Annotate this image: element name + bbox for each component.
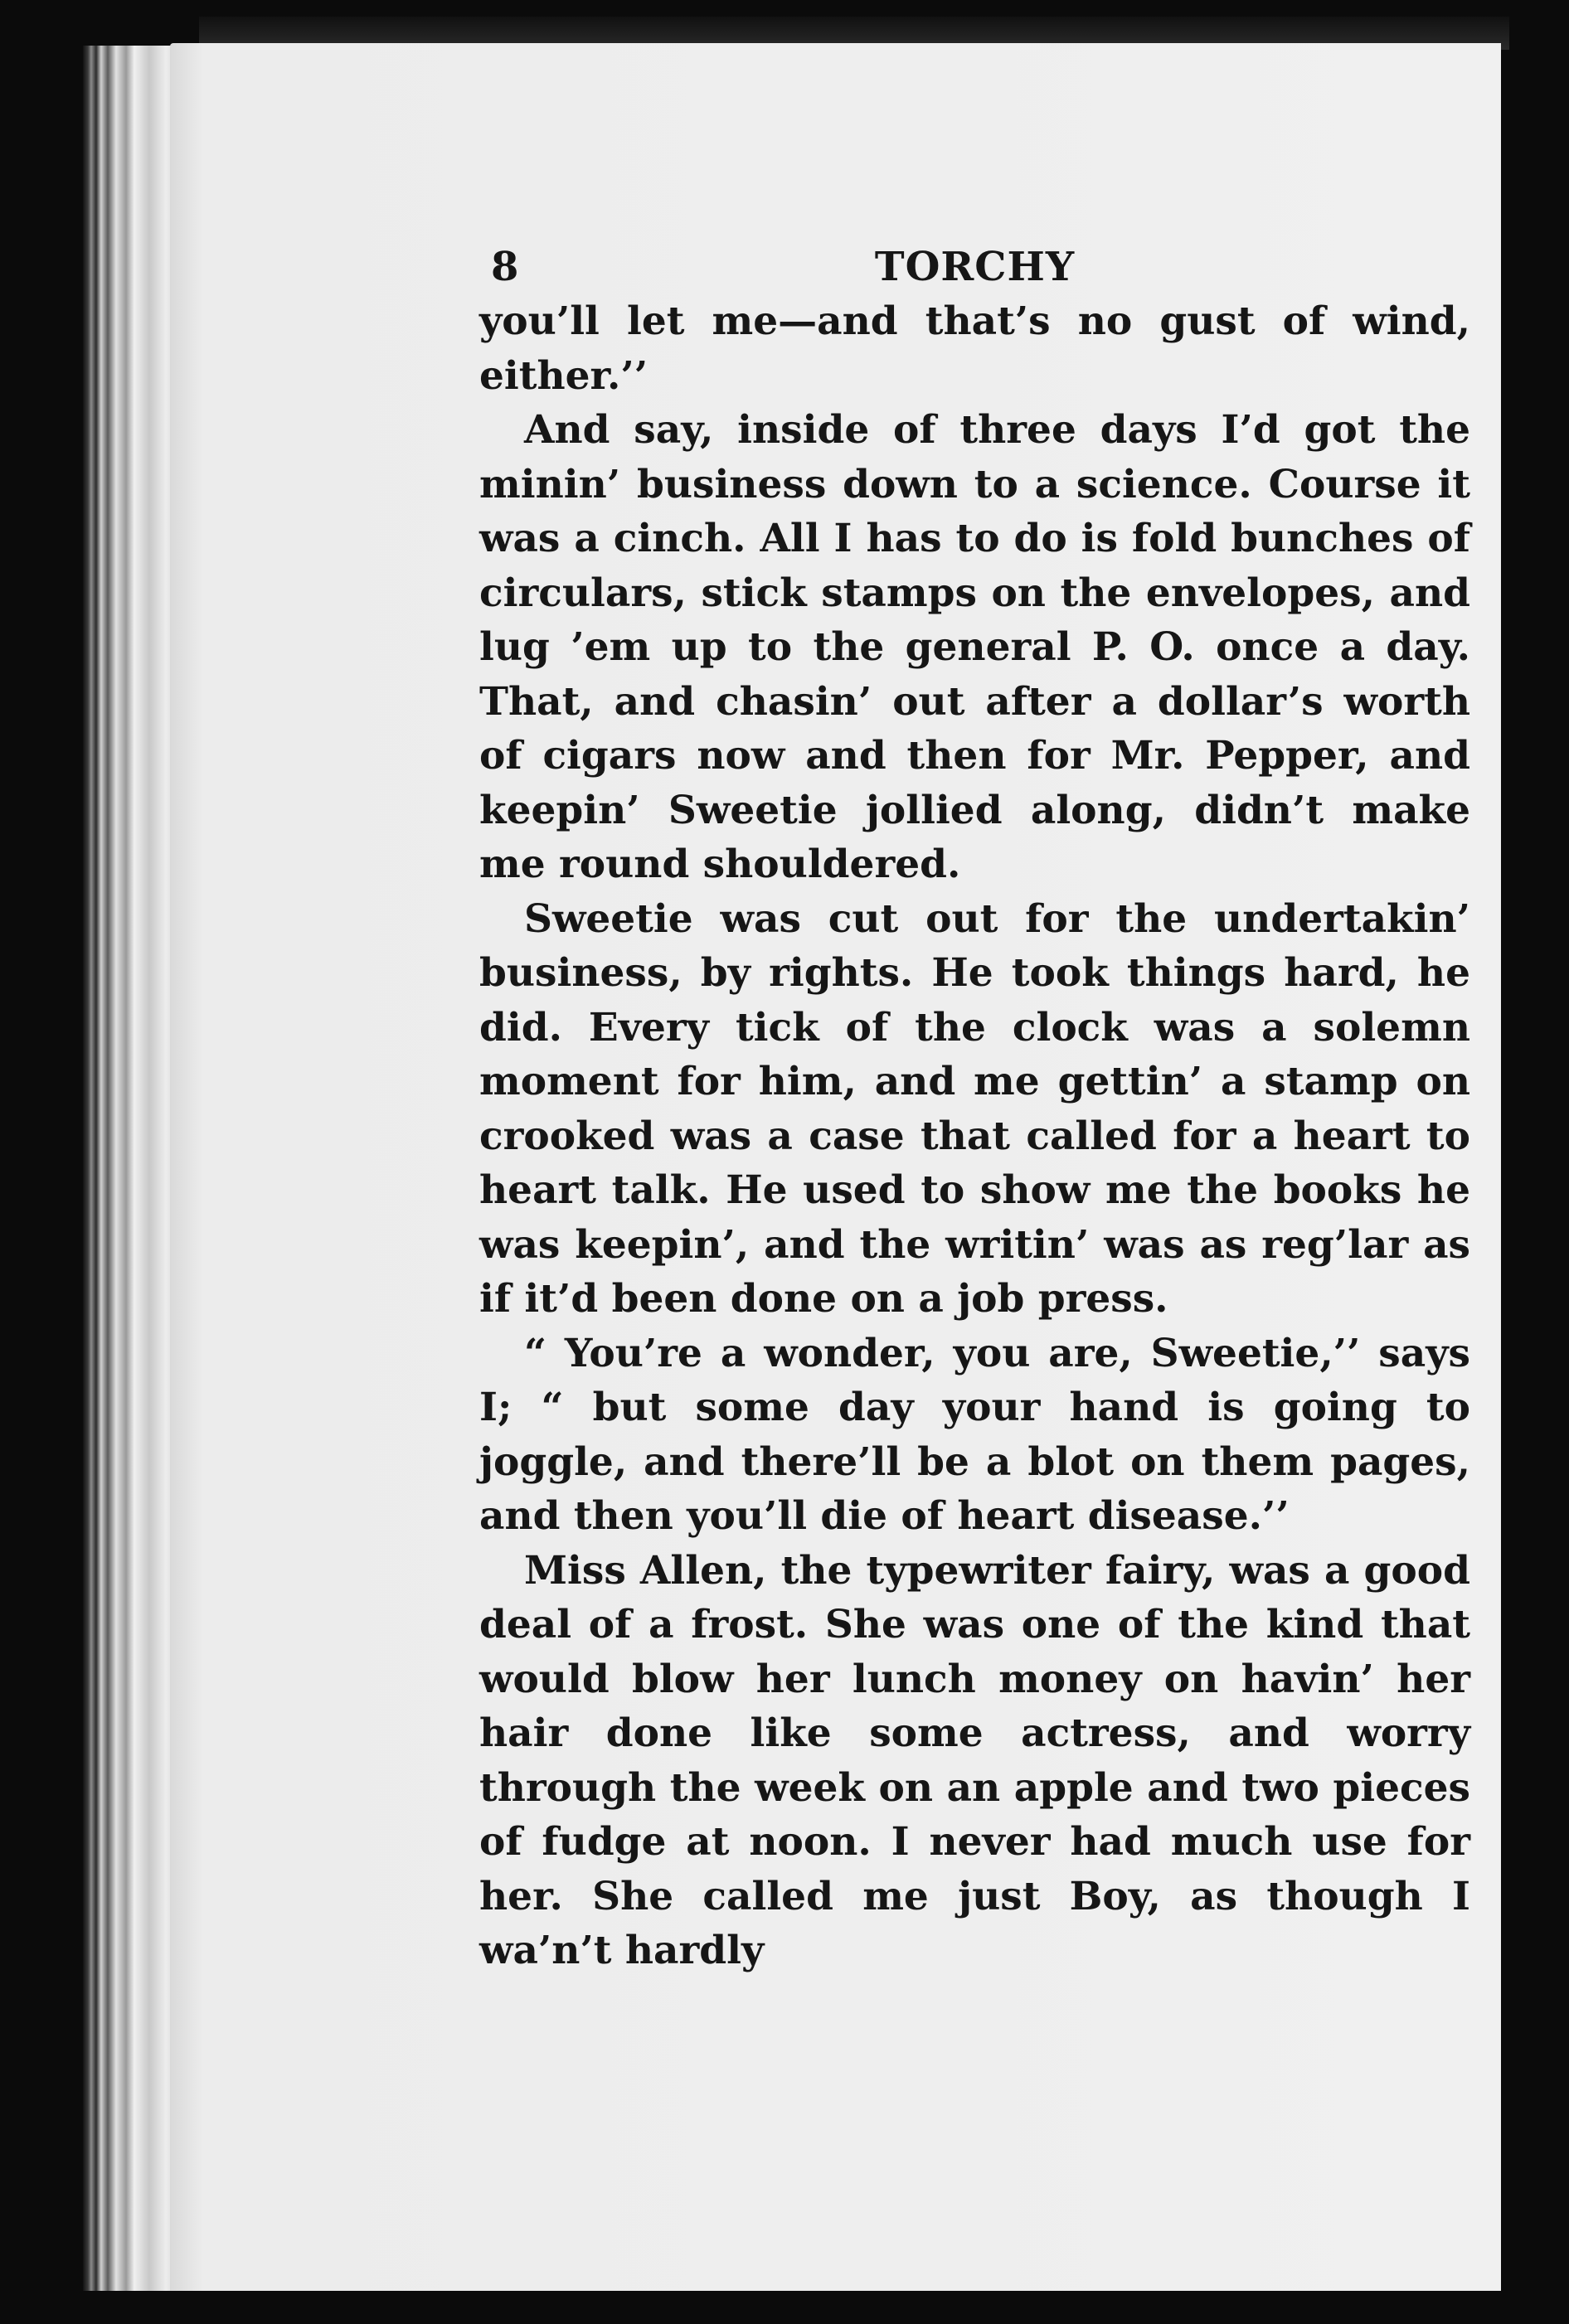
running-title: TORCHY <box>874 244 1076 290</box>
paragraph-5: Miss Allen, the typewriter fairy, was a good deal of a frost. She was one of the kind that would blow her lunch money on havin’ her hair done like some actress, and worry through the week on an apple and two pieces of fudge at noon. I never had much use for her. She called me just Boy, as though I wa’n’t hardly <box>479 1547 1470 1973</box>
paragraph-1: you’ll let me—and that’s no gust of wind, either.’’ <box>479 298 1470 399</box>
paragraph-4: “ You’re a wonder, you are, Sweetie,’’ says I; “ but some day your hand is going to joggle, and there’ll be a blot on them pages, and then you’ll die of heart disease.’’ <box>479 1330 1470 1539</box>
page-content <box>479 240 1470 1978</box>
page-number: 8 <box>491 244 519 290</box>
paragraph-2: And say, inside of three days I’d got the minin’ business down to a science. Course it was a cinch. All I has to do is fold bunches of circulars, stick stamps on the envelopes, and lug ’em up to the general P. O. once a day. That, and chasin’ out after a dollar’s worth of cigars now and then for Mr. Pepper, and keepin’ Sweetie jollied along, didn’t make me round shouldered. <box>479 407 1470 887</box>
running-head <box>479 240 1470 294</box>
bottom-edge <box>0 2291 1569 2324</box>
book-binding <box>83 46 178 2309</box>
paragraph-3: Sweetie was cut out for the undertakin’ business, by rights. He took things hard, he did. Every tick of the clock was a solemn moment for him, and me gettin’ a stamp on crooked was a case that called for a heart to heart talk. He used to show me the books he was keepin’, and the writin’ was as reg’lar as if it’d been done on a job press. <box>479 895 1470 1322</box>
